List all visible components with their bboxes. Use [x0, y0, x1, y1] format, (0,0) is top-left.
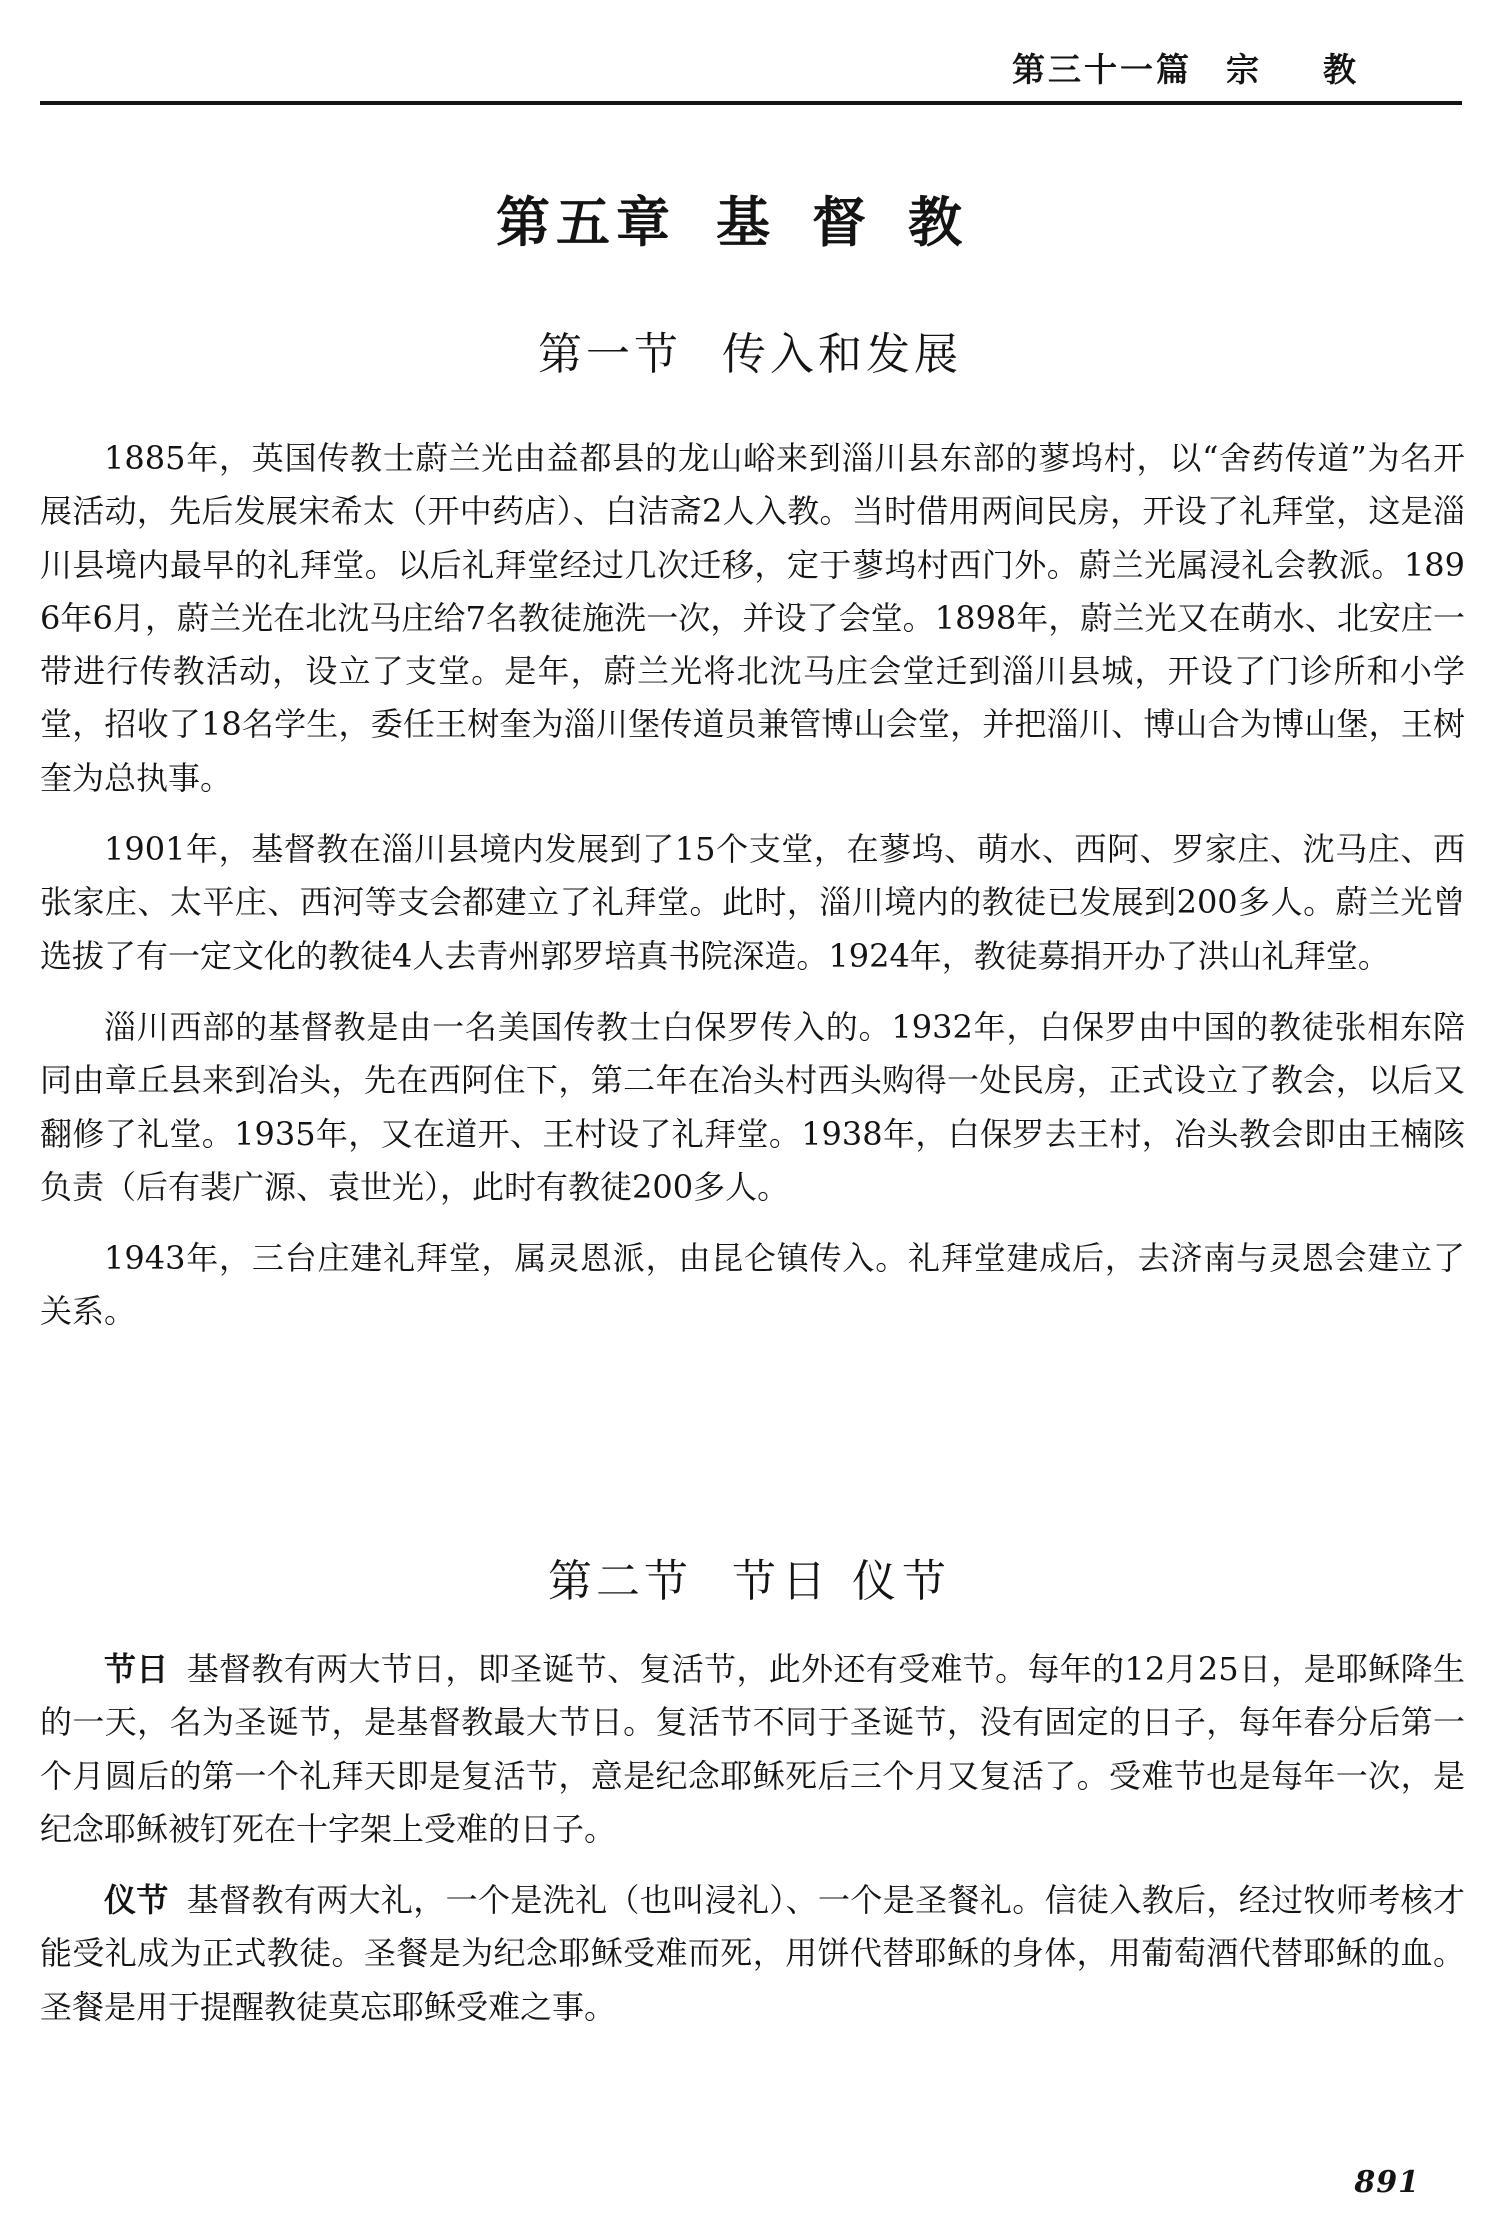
section-name: 传入和发展 [722, 329, 962, 380]
running-head [1012, 44, 1420, 91]
paragraph: 1901年，基督教在淄川县境内发展到了15个支堂，在蓼坞、萌水、西阿、罗家庄、沈马庄、西张家庄、太平庄、西河等支会都建立了礼拜堂。此时，淄川境内的教徒已发展到200多人。蔚兰光曾选拔了有一定文化的教徒4人去青州郭罗培真书院深造。1924年，教徒募捐开办了洪山礼拜堂。 [40, 830, 1465, 975]
section-title-2 [0, 1545, 1500, 1609]
paragraph-holidays [40, 1643, 1465, 1856]
paragraph-text: 基督教有两大礼，一个是洗礼（也叫浸礼）、一个是圣餐礼。信徒入教后，经过牧师考核才能受礼成为正式教徒。圣餐是为纪念耶稣受难而死，用饼代替耶稣的身体，用葡萄酒代替耶稣的血。圣餐是用于提醒教徒莫忘耶稣受难之事。 [40, 1881, 1465, 2026]
paragraph: 淄川西部的基督教是由一名美国传教士白保罗传入的。1932年，白保罗由中国的教徒张相东陪同由章丘县来到冶头，先在西阿住下，第二年在冶头村西头购得一处民房，正式设立了教会，以后又翻修了礼堂。1935年，又在道开、王村设了礼拜堂。1938年，白保罗去王村，冶头教会即由王楠陔负责（后有裴广源、袁世光），此时有教徒200多人。 [40, 1007, 1465, 1206]
term-rites: 仪节 [104, 1881, 169, 1920]
chapter-name: 基督教 [716, 190, 1004, 254]
header-rule [40, 101, 1462, 105]
paragraph-text: 基督教有两大节日，即圣诞节、复活节，此外还有受难节。每年的12月25日，是耶稣降生的一天，名为圣诞节，是基督教最大节日。复活节不同于圣诞节，没有固定的日子，每年春分后第一个月圆后的第一个礼拜天即是复活节，意是纪念耶稣死后三个月又复活了。受难节也是每年一次，是纪念耶稣被钉死在十字架上受难的日子。 [40, 1650, 1465, 1848]
term-holidays: 节日 [104, 1650, 169, 1688]
running-head-topic: 宗教 [1226, 50, 1420, 89]
running-head-part: 第三十一篇 [1012, 50, 1192, 89]
section-2-body [40, 1643, 1465, 2052]
chapter-number: 第五章 [496, 190, 676, 254]
paragraph: 1943年，三台庄建礼拜堂，属灵恩派，由昆仑镇传入。礼拜堂建成后，去济南与灵恩会建立了关系。 [40, 1239, 1465, 1331]
section-number: 第一节 [538, 329, 682, 380]
page-number: 891 [1354, 2165, 1420, 2200]
section-1-body [40, 432, 1465, 1357]
paragraph-rites [40, 1874, 1465, 2034]
section-name: 节日 仪节 [732, 1556, 952, 1607]
section-number: 第二节 [548, 1556, 692, 1607]
chapter-title [0, 180, 1500, 257]
section-title-1 [0, 318, 1500, 382]
paragraph: 1885年，英国传教士蔚兰光由益都县的龙山峪来到淄川县东部的蓼坞村，以“舍药传道”为名开展活动，先后发展宋希太（开中药店）、白洁斋2人入教。当时借用两间民房，开设了礼拜堂，这是淄川县境内最早的礼拜堂。以后礼拜堂经过几次迁移，定于蓼坞村西门外。蔚兰光属浸礼会教派。1896年6月，蔚兰光在北沈马庄给7名教徒施洗一次，并设了会堂。1898年，蔚兰光又在萌水、北安庄一带进行传教活动，设立了支堂。是年，蔚兰光将北沈马庄会堂迁到淄川县城，开设了门诊所和小学堂，招收了18名学生，委任王树奎为淄川堡传道员兼管博山会堂，并把淄川、博山合为博山堡，王树奎为总执事。 [40, 439, 1465, 797]
